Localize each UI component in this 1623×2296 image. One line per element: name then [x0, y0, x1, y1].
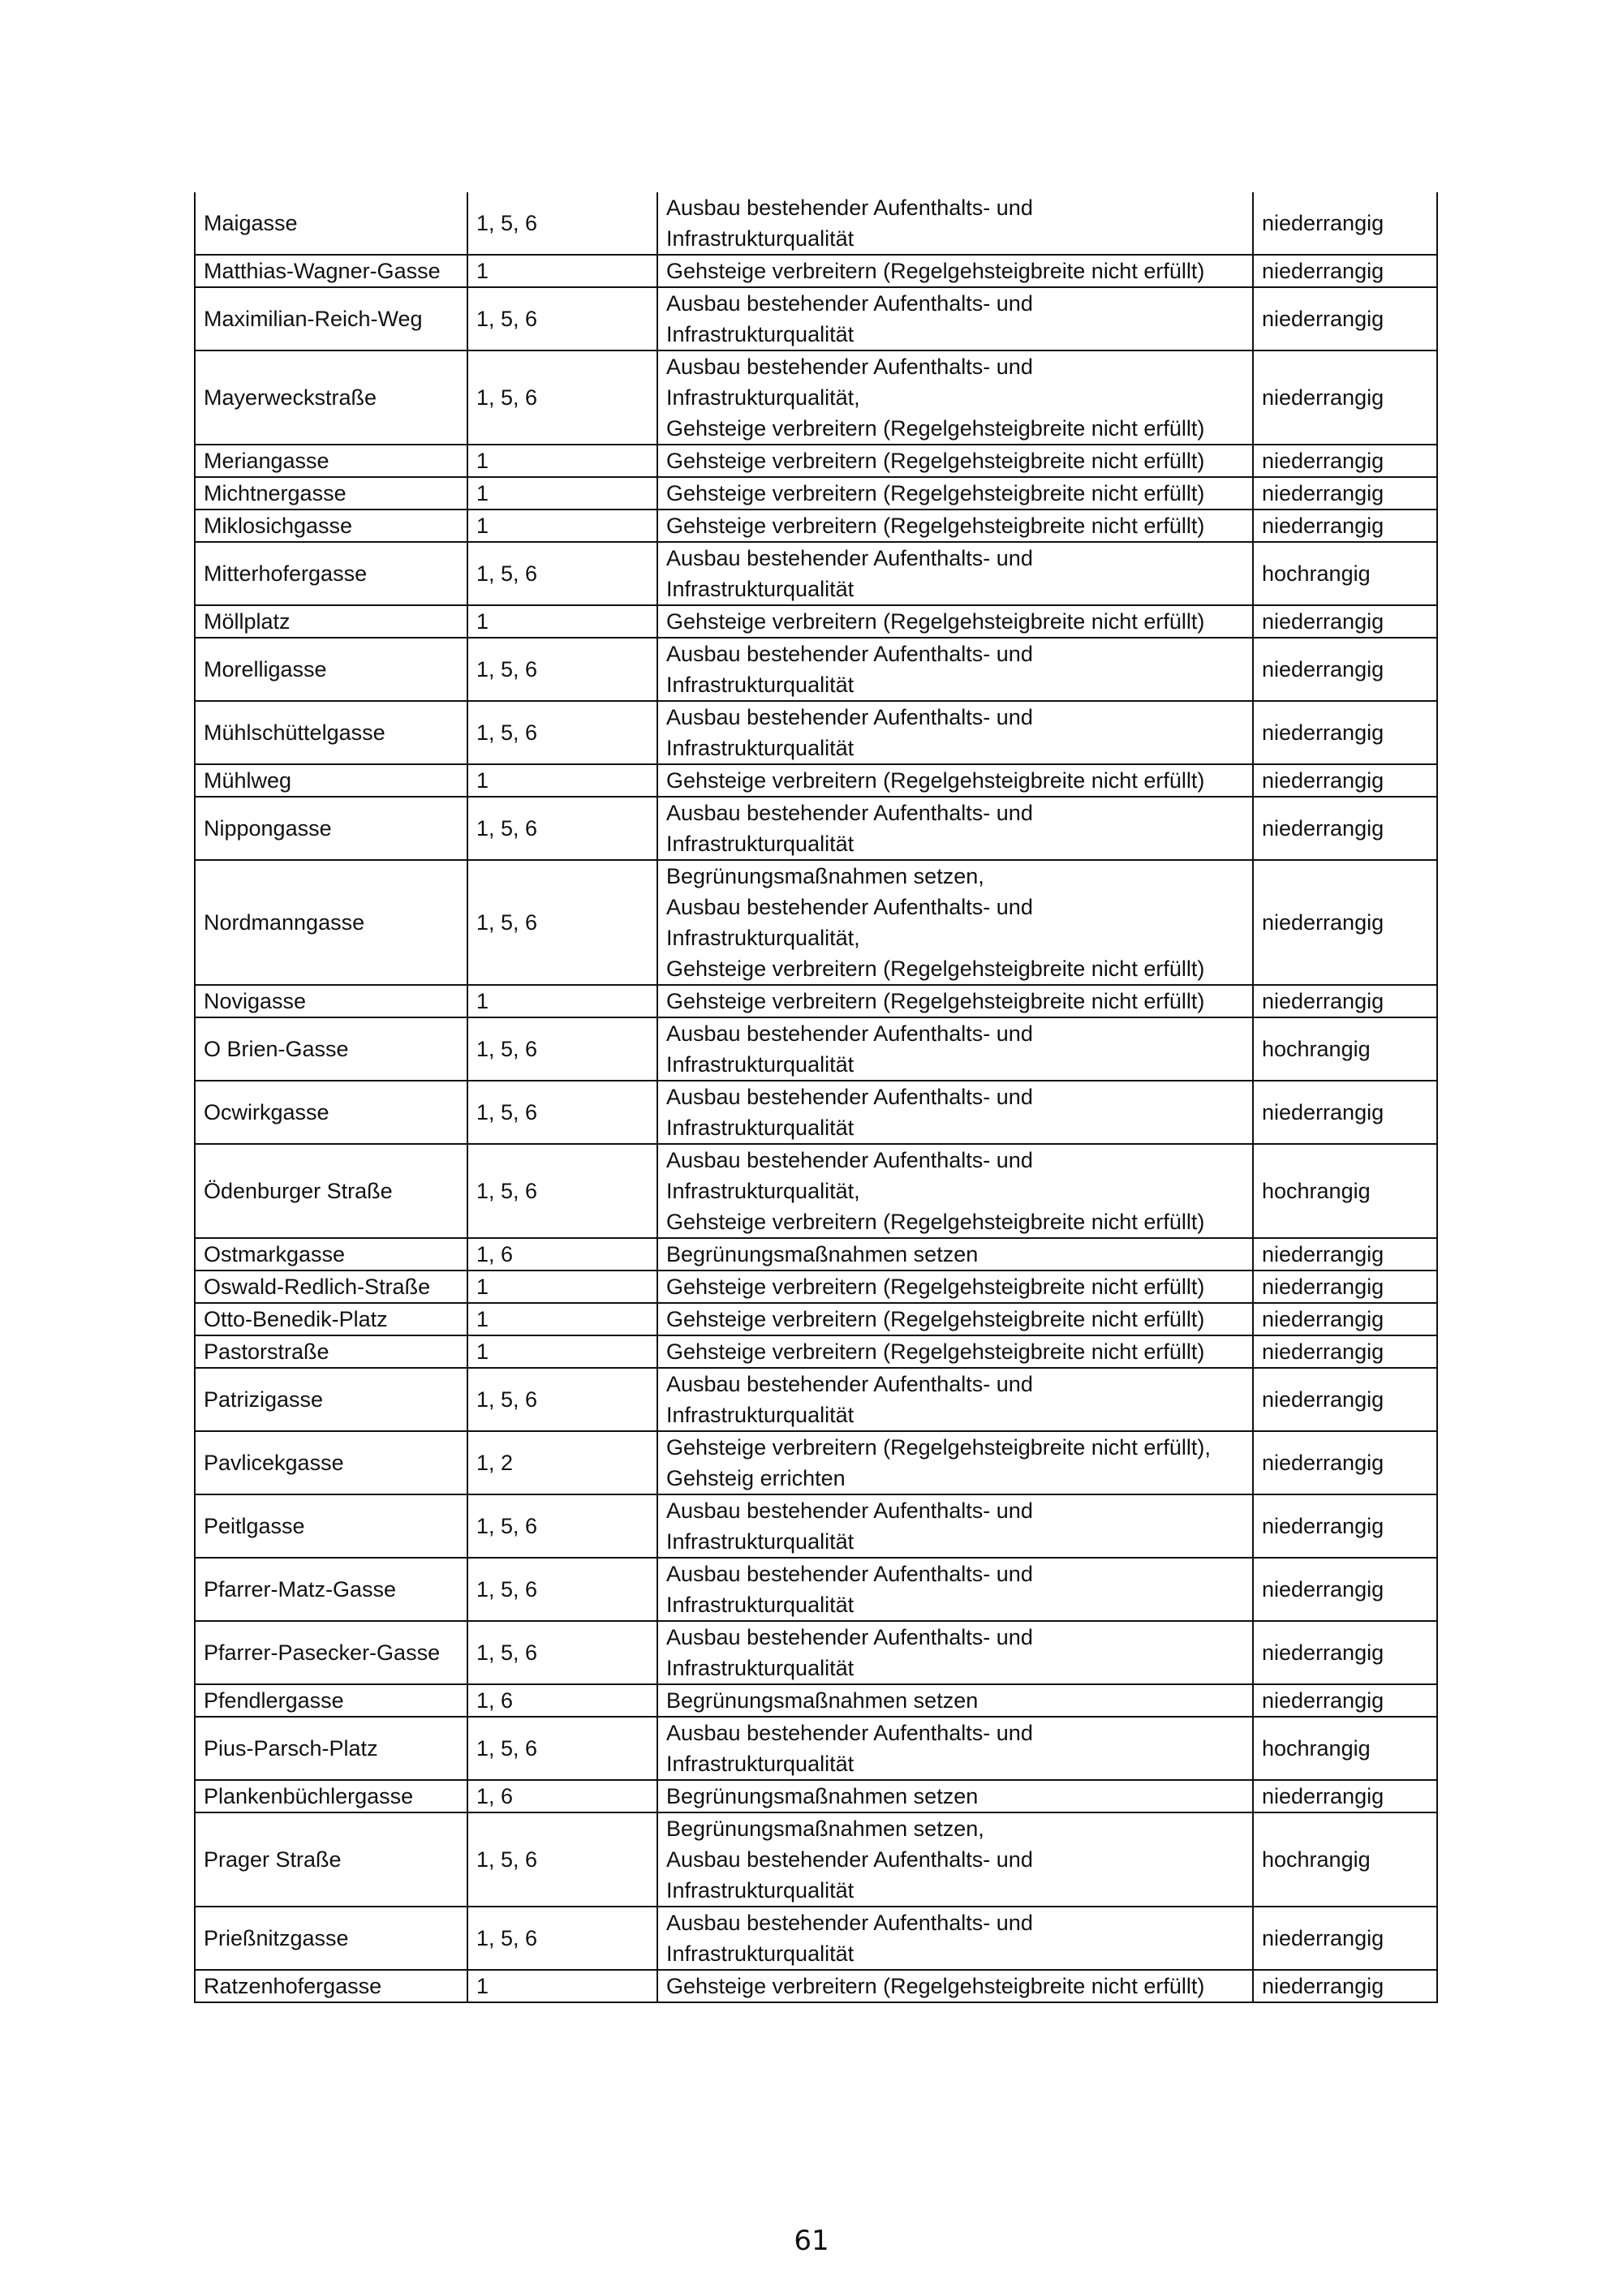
- measures-cell: [657, 701, 1253, 764]
- street-name-cell: Pavlicekgasse: [195, 1431, 467, 1494]
- street-measures-table: [194, 192, 1438, 2003]
- measures-cell: [657, 192, 1253, 255]
- measure-line: Infrastrukturqualität,: [666, 926, 860, 950]
- priority-cell: niederrangig: [1253, 1238, 1437, 1271]
- measure-numbers-cell: 1, 5, 6: [467, 1558, 657, 1621]
- measures-cell: [657, 1144, 1253, 1238]
- measure-line: Infrastrukturqualität: [666, 832, 855, 856]
- street-name-cell: Möllplatz: [195, 605, 467, 638]
- measure-line: Infrastrukturqualität: [666, 577, 855, 601]
- measure-numbers-cell: 1: [467, 1970, 657, 2002]
- measure-line: Gehsteige verbreitern (Regelgehsteigbreite nicht erfüllt): [666, 1339, 1205, 1364]
- priority-cell: hochrangig: [1253, 1812, 1437, 1907]
- measure-numbers-cell: 1, 5, 6: [467, 1494, 657, 1558]
- measure-line: Gehsteige verbreitern (Regelgehsteigbreite nicht erfüllt): [666, 514, 1205, 538]
- table-row: [195, 985, 1437, 1017]
- measure-line: Infrastrukturqualität: [666, 1403, 855, 1427]
- measure-numbers-cell: 1, 5, 6: [467, 797, 657, 860]
- measure-numbers-cell: 1, 5, 6: [467, 860, 657, 985]
- measures-cell: [657, 1684, 1253, 1717]
- measure-numbers-cell: 1: [467, 985, 657, 1017]
- priority-cell: hochrangig: [1253, 1717, 1437, 1780]
- measure-line: Gehsteige verbreitern (Regelgehsteigbreite nicht erfüllt),: [666, 1435, 1211, 1460]
- measures-cell: [657, 1368, 1253, 1431]
- measures-cell: [657, 1335, 1253, 1368]
- street-name-cell: Mühlweg: [195, 764, 467, 797]
- table-row: [195, 350, 1437, 445]
- measure-numbers-cell: 1: [467, 764, 657, 797]
- measure-line: Infrastrukturqualität: [666, 226, 855, 251]
- priority-cell: niederrangig: [1253, 1271, 1437, 1303]
- priority-cell: hochrangig: [1253, 1144, 1437, 1238]
- measure-line: Gehsteige verbreitern (Regelgehsteigbreite nicht erfüllt): [666, 957, 1205, 981]
- measure-numbers-cell: 1, 5, 6: [467, 638, 657, 701]
- measures-cell: [657, 605, 1253, 638]
- measure-line: Gehsteige verbreitern (Regelgehsteigbreite nicht erfüllt): [666, 481, 1205, 505]
- measures-cell: [657, 477, 1253, 510]
- table-row: [195, 255, 1437, 287]
- street-name-cell: Miklosichgasse: [195, 510, 467, 542]
- measure-line: Ausbau bestehender Aufenthalts- und: [666, 291, 1033, 316]
- measure-line: Ausbau bestehender Aufenthalts- und: [666, 1085, 1033, 1109]
- measure-numbers-cell: 1: [467, 445, 657, 477]
- measure-line: Gehsteige verbreitern (Regelgehsteigbreite nicht erfüllt): [666, 416, 1205, 441]
- priority-cell: niederrangig: [1253, 797, 1437, 860]
- measure-numbers-cell: 1, 5, 6: [467, 1144, 657, 1238]
- measure-line: Gehsteige verbreitern (Regelgehsteigbreite nicht erfüllt): [666, 1974, 1205, 1998]
- priority-cell: niederrangig: [1253, 764, 1437, 797]
- street-name-cell: Mühlschüttelgasse: [195, 701, 467, 764]
- measure-line: Ausbau bestehender Aufenthalts- und: [666, 1847, 1033, 1872]
- measures-cell: [657, 1494, 1253, 1558]
- priority-cell: niederrangig: [1253, 192, 1437, 255]
- measures-cell: [657, 350, 1253, 445]
- street-name-cell: Oswald-Redlich-Straße: [195, 1271, 467, 1303]
- measures-cell: [657, 445, 1253, 477]
- measure-line: Ausbau bestehender Aufenthalts- und: [666, 196, 1033, 220]
- priority-cell: niederrangig: [1253, 701, 1437, 764]
- measure-line: Begrünungsmaßnahmen setzen,: [666, 864, 984, 888]
- measures-cell: [657, 1717, 1253, 1780]
- measure-line: Infrastrukturqualität,: [666, 385, 860, 410]
- priority-cell: niederrangig: [1253, 1684, 1437, 1717]
- measures-cell: [657, 542, 1253, 605]
- measures-cell: [657, 797, 1253, 860]
- measure-line: Infrastrukturqualität: [666, 1941, 855, 1966]
- measure-line: Gehsteige verbreitern (Regelgehsteigbreite nicht erfüllt): [666, 609, 1205, 634]
- priority-cell: niederrangig: [1253, 1558, 1437, 1621]
- measure-line: Gehsteig errichten: [666, 1466, 846, 1490]
- page-number: 61: [794, 2225, 829, 2257]
- table-row: [195, 860, 1437, 985]
- priority-cell: niederrangig: [1253, 1081, 1437, 1144]
- measure-line: Infrastrukturqualität: [666, 1752, 855, 1776]
- street-name-cell: Meriangasse: [195, 445, 467, 477]
- priority-cell: niederrangig: [1253, 1303, 1437, 1335]
- priority-cell: niederrangig: [1253, 860, 1437, 985]
- measures-cell: [657, 764, 1253, 797]
- measure-numbers-cell: 1: [467, 477, 657, 510]
- table-row: [195, 1303, 1437, 1335]
- measure-line: Ausbau bestehender Aufenthalts- und: [666, 1372, 1033, 1396]
- measure-line: Ausbau bestehender Aufenthalts- und: [666, 546, 1033, 570]
- priority-cell: hochrangig: [1253, 542, 1437, 605]
- priority-cell: niederrangig: [1253, 287, 1437, 350]
- measure-line: Infrastrukturqualität: [666, 1878, 855, 1903]
- measures-cell: [657, 1780, 1253, 1812]
- measure-line: Gehsteige verbreitern (Regelgehsteigbreite nicht erfüllt): [666, 989, 1205, 1013]
- table-row: [195, 764, 1437, 797]
- measure-line: Ausbau bestehender Aufenthalts- und: [666, 1562, 1033, 1586]
- table-row: [195, 287, 1437, 350]
- measures-cell: [657, 1238, 1253, 1271]
- priority-cell: niederrangig: [1253, 510, 1437, 542]
- street-name-cell: Ocwirkgasse: [195, 1081, 467, 1144]
- measures-cell: [657, 1081, 1253, 1144]
- measure-numbers-cell: 1, 6: [467, 1238, 657, 1271]
- measure-numbers-cell: 1, 6: [467, 1780, 657, 1812]
- measure-numbers-cell: 1, 5, 6: [467, 1081, 657, 1144]
- measure-line: Begrünungsmaßnahmen setzen: [666, 1242, 979, 1266]
- table-row: [195, 542, 1437, 605]
- priority-cell: niederrangig: [1253, 1621, 1437, 1684]
- measure-line: Infrastrukturqualität: [666, 1529, 855, 1554]
- measure-line: Infrastrukturqualität: [666, 1052, 855, 1077]
- table-row: [195, 797, 1437, 860]
- measure-line: Ausbau bestehender Aufenthalts- und: [666, 1148, 1033, 1172]
- street-name-cell: Prießnitzgasse: [195, 1907, 467, 1970]
- street-name-cell: Ödenburger Straße: [195, 1144, 467, 1238]
- measure-numbers-cell: 1, 5, 6: [467, 1621, 657, 1684]
- street-name-cell: Mayerweckstraße: [195, 350, 467, 445]
- measure-numbers-cell: 1: [467, 510, 657, 542]
- table-row: [195, 701, 1437, 764]
- measure-line: Infrastrukturqualität: [666, 673, 855, 697]
- measure-line: Gehsteige verbreitern (Regelgehsteigbreite nicht erfüllt): [666, 449, 1205, 473]
- priority-cell: niederrangig: [1253, 477, 1437, 510]
- table-row: [195, 192, 1437, 255]
- street-name-cell: Nordmanngasse: [195, 860, 467, 985]
- table-row: [195, 510, 1437, 542]
- street-name-cell: Patrizigasse: [195, 1368, 467, 1431]
- measure-line: Ausbau bestehender Aufenthalts- und: [666, 1625, 1033, 1649]
- street-name-cell: Pius-Parsch-Platz: [195, 1717, 467, 1780]
- measures-cell: [657, 1970, 1253, 2002]
- table-row: [195, 1017, 1437, 1081]
- street-name-cell: Matthias-Wagner-Gasse: [195, 255, 467, 287]
- measures-cell: [657, 1017, 1253, 1081]
- priority-cell: niederrangig: [1253, 1970, 1437, 2002]
- table-row: [195, 1494, 1437, 1558]
- measure-line: Infrastrukturqualität: [666, 322, 855, 346]
- measure-numbers-cell: 1, 5, 6: [467, 542, 657, 605]
- measure-line: Gehsteige verbreitern (Regelgehsteigbreite nicht erfüllt): [666, 768, 1205, 793]
- measures-cell: [657, 1907, 1253, 1970]
- priority-cell: niederrangig: [1253, 605, 1437, 638]
- measure-numbers-cell: 1: [467, 1303, 657, 1335]
- street-name-cell: Pfendlergasse: [195, 1684, 467, 1717]
- measure-numbers-cell: 1, 5, 6: [467, 350, 657, 445]
- measure-numbers-cell: 1, 5, 6: [467, 1017, 657, 1081]
- street-name-cell: Morelligasse: [195, 638, 467, 701]
- measure-line: Gehsteige verbreitern (Regelgehsteigbreite nicht erfüllt): [666, 1275, 1205, 1299]
- measures-cell: [657, 985, 1253, 1017]
- measure-line: Infrastrukturqualität: [666, 1116, 855, 1140]
- street-name-cell: Ostmarkgasse: [195, 1238, 467, 1271]
- street-name-cell: Maigasse: [195, 192, 467, 255]
- measure-line: Ausbau bestehender Aufenthalts- und: [666, 1911, 1033, 1935]
- measure-line: Ausbau bestehender Aufenthalts- und: [666, 1721, 1033, 1745]
- street-name-cell: Peitlgasse: [195, 1494, 467, 1558]
- measure-numbers-cell: 1, 5, 6: [467, 1368, 657, 1431]
- table-row: [195, 1335, 1437, 1368]
- measure-numbers-cell: 1, 5, 6: [467, 1812, 657, 1907]
- street-name-cell: Maximilian-Reich-Weg: [195, 287, 467, 350]
- priority-cell: hochrangig: [1253, 1017, 1437, 1081]
- table-row: [195, 1238, 1437, 1271]
- table-row: [195, 1431, 1437, 1494]
- table-row: [195, 1812, 1437, 1907]
- street-name-cell: Pastorstraße: [195, 1335, 467, 1368]
- measures-cell: [657, 1812, 1253, 1907]
- street-name-cell: Pfarrer-Pasecker-Gasse: [195, 1621, 467, 1684]
- measure-line: Infrastrukturqualität: [666, 1656, 855, 1680]
- measures-cell: [657, 1558, 1253, 1621]
- priority-cell: niederrangig: [1253, 1907, 1437, 1970]
- measure-line: Gehsteige verbreitern (Regelgehsteigbreite nicht erfüllt): [666, 259, 1205, 283]
- measure-line: Ausbau bestehender Aufenthalts- und: [666, 1021, 1033, 1046]
- street-name-cell: Otto-Benedik-Platz: [195, 1303, 467, 1335]
- street-name-cell: Pfarrer-Matz-Gasse: [195, 1558, 467, 1621]
- priority-cell: niederrangig: [1253, 1780, 1437, 1812]
- street-name-cell: Nippongasse: [195, 797, 467, 860]
- table-row: [195, 638, 1437, 701]
- measure-line: Infrastrukturqualität,: [666, 1179, 860, 1203]
- measures-cell: [657, 1303, 1253, 1335]
- priority-cell: niederrangig: [1253, 1494, 1437, 1558]
- table-row: [195, 477, 1437, 510]
- table-row: [195, 1368, 1437, 1431]
- priority-cell: niederrangig: [1253, 1368, 1437, 1431]
- priority-cell: niederrangig: [1253, 1335, 1437, 1368]
- measure-line: Ausbau bestehender Aufenthalts- und: [666, 642, 1033, 666]
- table-row: [195, 1144, 1437, 1238]
- measure-line: Ausbau bestehender Aufenthalts- und: [666, 895, 1033, 919]
- measure-numbers-cell: 1, 5, 6: [467, 287, 657, 350]
- table-row: [195, 1970, 1437, 2002]
- measures-cell: [657, 255, 1253, 287]
- measure-numbers-cell: 1, 6: [467, 1684, 657, 1717]
- measure-numbers-cell: 1, 5, 6: [467, 1907, 657, 1970]
- measures-cell: [657, 638, 1253, 701]
- measure-line: Ausbau bestehender Aufenthalts- und: [666, 1498, 1033, 1523]
- table-row: [195, 1780, 1437, 1812]
- table-body: [195, 192, 1437, 2002]
- measure-line: Begrünungsmaßnahmen setzen: [666, 1688, 979, 1713]
- priority-cell: niederrangig: [1253, 638, 1437, 701]
- measure-numbers-cell: 1: [467, 605, 657, 638]
- measures-cell: [657, 1431, 1253, 1494]
- street-name-cell: Prager Straße: [195, 1812, 467, 1907]
- measure-numbers-cell: 1: [467, 255, 657, 287]
- table-row: [195, 1621, 1437, 1684]
- street-name-cell: Novigasse: [195, 985, 467, 1017]
- measure-numbers-cell: 1, 5, 6: [467, 192, 657, 255]
- table-row: [195, 605, 1437, 638]
- table-row: [195, 1271, 1437, 1303]
- priority-cell: niederrangig: [1253, 445, 1437, 477]
- table-row: [195, 1717, 1437, 1780]
- table-row: [195, 1558, 1437, 1621]
- measure-numbers-cell: 1: [467, 1271, 657, 1303]
- measures-cell: [657, 860, 1253, 985]
- measures-cell: [657, 510, 1253, 542]
- street-name-cell: Plankenbüchlergasse: [195, 1780, 467, 1812]
- measure-line: Gehsteige verbreitern (Regelgehsteigbreite nicht erfüllt): [666, 1307, 1205, 1331]
- measures-cell: [657, 1271, 1253, 1303]
- measure-numbers-cell: 1: [467, 1335, 657, 1368]
- table-row: [195, 1684, 1437, 1717]
- street-name-cell: Mitterhofergasse: [195, 542, 467, 605]
- priority-cell: niederrangig: [1253, 350, 1437, 445]
- measure-numbers-cell: 1, 5, 6: [467, 1717, 657, 1780]
- measure-line: Infrastrukturqualität: [666, 736, 855, 760]
- street-name-cell: O Brien-Gasse: [195, 1017, 467, 1081]
- measure-line: Begrünungsmaßnahmen setzen,: [666, 1817, 984, 1841]
- table-row: [195, 445, 1437, 477]
- priority-cell: niederrangig: [1253, 255, 1437, 287]
- measure-line: Begrünungsmaßnahmen setzen: [666, 1784, 979, 1808]
- measure-line: Ausbau bestehender Aufenthalts- und: [666, 705, 1033, 729]
- street-name-cell: Ratzenhofergasse: [195, 1970, 467, 2002]
- table-row: [195, 1907, 1437, 1970]
- measures-cell: [657, 287, 1253, 350]
- measure-line: Gehsteige verbreitern (Regelgehsteigbreite nicht erfüllt): [666, 1210, 1205, 1234]
- measure-line: Ausbau bestehender Aufenthalts- und: [666, 355, 1033, 379]
- street-name-cell: Michtnergasse: [195, 477, 467, 510]
- priority-cell: niederrangig: [1253, 985, 1437, 1017]
- measure-numbers-cell: 1, 5, 6: [467, 701, 657, 764]
- measure-line: Ausbau bestehender Aufenthalts- und: [666, 801, 1033, 825]
- priority-cell: niederrangig: [1253, 1431, 1437, 1494]
- measure-line: Infrastrukturqualität: [666, 1593, 855, 1617]
- measures-cell: [657, 1621, 1253, 1684]
- measure-numbers-cell: 1, 2: [467, 1431, 657, 1494]
- table-row: [195, 1081, 1437, 1144]
